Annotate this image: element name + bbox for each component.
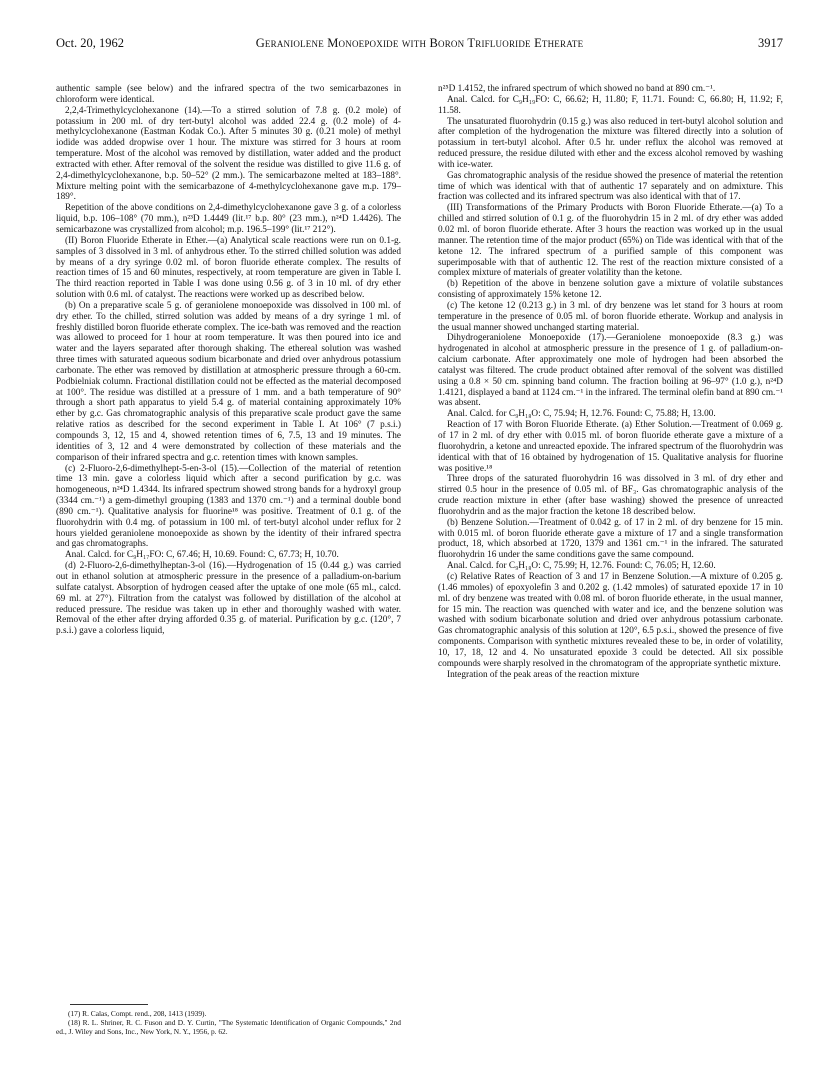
paragraph: The unsaturated fluorohydrin (0.15 g.) was also reduced in tert-butyl alcohol solution and after completion of the hydrogenation the mixture was filtered directly into a solution of potassium in tert-butyl alcohol. After 0.5 hr. under reflux the alcohol was removed at reduced pressure, the residue diluted with ether and the excess alcohol removed by washing with ice-water.	[438, 116, 783, 170]
paragraph: Reaction of 17 with Boron Fluoride Etherate. (a) Ether Solution.—Treatment of 0.069 g. of 17 in 2 ml. of dry ether with 0.015 ml. of boron fluoride etherate gave a mixture of a fluorohydrin, a ketone and unreacted epoxide. The infrared spectrum of the fluorohydrin was identical with that of 16 obtained by hydrogenation of 15. Qualitative analysis for fluorine was positive.¹⁸	[438, 420, 783, 474]
paragraph: (b) Benzene Solution.—Treatment of 0.042 g. of 17 in 2 ml. of dry benzene for 15 min. with 0.015 ml. of boron fluoride etherate gave a mixture of 17 and a single transformation product, 18, which absorbed at 1720, 1379 and 1361 cm.⁻¹ in the infrared. The saturated fluorohydrin 16 under the same conditions gave the same compound.	[438, 517, 783, 561]
running-header	[56, 36, 783, 54]
footnote-rule	[70, 1004, 148, 1005]
paragraph: Three drops of the saturated fluorohydrin 16 was dissolved in 3 ml. of dry ether and stirred 0.5 hour in the presence of 0.05 ml. of BF₃. Gas chromatographic analysis of the crude reaction mixture in ether (after base washing) showed the presence of unreacted fluorohydrin and as the major fraction the ketone 18 described below.	[438, 474, 783, 517]
paragraph: (b) On a preparative scale 5 g. of geraniolene monoepoxide was dissolved in 100 ml. of dry ether. To the chilled, stirred solution was added by means of a dry syringe 1 ml. of freshly distilled boron fluoride etherate complex. The ice-bath was removed and the reaction was allowed to proceed for 1 hour at room temperature. It was then poured into ice and water and the layers separated after thorough shaking. The ethereal solution was washed three times with saturated aqueous sodium bicarbonate and dried over anhydrous potassium carbonate. The ether was removed by distillation at atmospheric pressure through a 60-cm. Podbielniak column. Fractional distillation could not be effected as the material decomposed at 100°. The residue was distilled at a pressure of 1 mm. and a bath temperature of 90° through a short path apparatus to yield 5.4 g. of material containing approximately 10% ether by g.c. Gas chromatographic analysis of this preparative scale product gave the same relative ratios as described for the second experiment in Table I. At 106° (7 p.s.i.) compounds 3, 12, 15 and 4, showed retention times of 6, 7.5, 13 and 19 minutes. The identities of 3, 12 and 4 were demonstrated by collection of these materials and the comparison of their infrared spectra and g.c. retention times with known samples.	[56, 300, 401, 463]
paragraph: (III) Transformations of the Primary Products with Boron Fluoride Etherate.—(a) To a chilled and stirred solution of 0.1 g. of the fluorohydrin 15 in 2 ml. of dry ether was added 0.02 ml. of boron fluoride etherate. After 3 hours the reaction was worked up in the usual manner. The retention time of the major product (65%) on Tide was identical with that of the ketone 12. The infrared spectrum of a purified sample of this component was superimposable with that of authentic 12. The rest of the reaction mixture consisted of a complex mixture of materials of greater volatility than the ketone.	[438, 203, 783, 279]
paragraph: (b) Repetition of the above in benzene solution gave a mixture of volatile substances consisting of approximately 15% ketone 12.	[438, 279, 783, 301]
paragraph: (d) 2-Fluoro-2,6-dimethylheptan-3-ol (16).—Hydrogenation of 15 (0.44 g.) was carried out in ethanol solution at atmospheric pressure in the presence of a palladium-on-barium sulfate catalyst. Absorption of hydrogen ceased after the uptake of one mole (65 ml., calcd. 69 ml. at 27°). Filtration from the catalyst was followed by distillation of the alcohol at reduced pressure. The residue was taken up in ether and thoroughly washed with water. Removal of the ether after drying afforded 0.35 g. of material. Purification by g.c. (120°, 7 p.s.i.) gave a colorless liquid,	[56, 561, 401, 637]
paragraph: authentic sample (see below) and the infrared spectra of the two semicarbazones in chloroform were identical.	[56, 84, 401, 105]
paragraph: 2,2,4-Trimethylcyclohexanone (14).—To a stirred solution of 7.8 g. (0.2 mole) of potassium in 200 ml. of dry tert-butyl alcohol was added 22.4 g. (0.2 mole) of 4-methylcyclohexanone (Eastman Kodak Co.). After 5 minutes 30 g. (0.21 mole) of methyl iodide was added dropwise over 1 hour. The mixture was stirred for 3 hours at room temperature. Most of the alcohol was removed by distillation, water added and the product extracted with ether. After removal of the solvent the residue was distilled to give 11.6 g. of 2,4-dimethylcyclohexanone, b.p. 50–52° (2 mm.). The semicarbazone melted at 183–188°. Mixture melting point with the semicarbazone of 4-methylcyclohexanone gave m.p. 179–189°.	[56, 105, 401, 203]
footnotes	[56, 1004, 401, 1036]
paragraph: Gas chromatographic analysis of the residue showed the presence of material the retention time of which was identical with that of authentic 17 separately and on admixture. This fraction was collected and its infrared spectrum was also identical with that of 17.	[438, 170, 783, 203]
paragraph: Repetition of the above conditions on 2,4-dimethylcyclohexanone gave 3 g. of a colorless liquid, b.p. 106–108° (70 mm.), n²³D 1.4449 (lit.¹⁷ b.p. 80° (23 mm.), n²⁴D 1.4426). The semicarbazone was crystallized from alcohol; m.p. 196.5–199° (lit.¹⁷ 212°).	[56, 203, 401, 235]
footnote: (17) R. Calas, Compt. rend., 208, 1413 (1939).	[68, 1009, 207, 1018]
analysis-paragraph: Anal. Calcd. for C₉H₁₇FO: C, 67.46; H, 10.69. Found: C, 67.73; H, 10.70.	[65, 550, 339, 561]
left-column	[56, 84, 401, 637]
analysis-paragraph: Anal. Calcd. for C₉H₁₈O: C, 75.94; H, 12.76. Found: C, 75.88; H, 13.00.	[447, 409, 716, 420]
header-date: Oct. 20, 1962	[56, 36, 125, 50]
analysis-paragraph: Anal. Calcd. for C₉H₁₉FO: C, 66.62; H, 11.80; F, 11.71. Found: C, 66.80; H, 11.92; F, 11.58.	[438, 94, 783, 116]
paragraph: n²⁵D 1.4152, the infrared spectrum of which showed no band at 890 cm.⁻¹.	[438, 84, 716, 94]
paragraph: Dihydrogeraniolene Monoepoxide (17).—Geraniolene monoepoxide (8.3 g.) was hydrogenated in alcohol at atmospheric pressure in the presence of 1 g. of palladium-on-calcium carbonate. After approximately one mole of hydrogen had been absorbed the catalyst was filtered. The crude product obtained after removal of the solvent was distilled using a 0.8 × 50 cm. spinning band column. The fraction boiling at 96–97° (1.0 g.), n²⁴D 1.4121, displayed a band at 1124 cm.⁻¹ in the infrared. The terminal olefin band at 890 cm.⁻¹ was absent.	[438, 333, 783, 409]
right-column	[438, 84, 783, 680]
paragraph: (c) The ketone 12 (0.213 g.) in 3 ml. of dry benzene was let stand for 3 hours at room temperature in the presence of 0.05 ml. of boron fluoride etherate. Workup and analysis in the usual manner showed unchanged starting material.	[438, 300, 783, 333]
analysis-paragraph: Anal. Calcd. for C₉H₁₈O: C, 75.99; H, 12.76. Found: C, 76.05; H, 12.60.	[447, 561, 716, 572]
page-number: 3917	[758, 36, 783, 50]
paragraph: (c) 2-Fluoro-2,6-dimethylhept-5-en-3-ol (15).—Collection of the material of retention time 13 min. gave a colorless liquid which after a second purification by g.c. was homogeneous, n²⁴D 1.4344. Its infrared spectrum showed strong bands for a hydroxyl group (3344 cm.⁻¹) a gem-dimethyl grouping (1383 and 1370 cm.⁻¹) and a terminal double bond (890 cm.⁻¹). Qualitative analysis for fluorine¹⁸ was positive. Treatment of 0.1 g. of the fluorohydrin with 0.4 mg. of potassium in 100 ml. of tert-butyl alcohol under reflux for 2 hours yielded geraniolene monoepoxide as shown by the identity of their infrared spectra and gas chromatographs.	[56, 463, 401, 550]
header-title: Geraniolene Monoepoxide with Boron Trifluoride Etherate	[255, 36, 584, 50]
paragraph: Integration of the peak areas of the reaction mixture	[447, 669, 640, 680]
paragraph: (II) Boron Fluoride Etherate in Ether.—(a) Analytical scale reactions were run on 0.1-g. samples of 3 dissolved in 3 ml. of anhydrous ether. To the stirred chilled solution was added by means of a dry syringe 0.02 ml. of boron fluoride etherate complex. The results of reaction times of 15 and 60 minutes, respectively, at room temperature are given in Table I. The third reaction reported in Table I was done using 0.56 g. of 3 in 10 ml. of dry ether solution with 0.6 ml. of catalyst. The reactions were worked up as described below.	[56, 235, 401, 301]
footnote: (18) R. L. Shriner, R. C. Fuson and D. Y. Curtin, "The Systematic Identification of Organic Compounds," 2nd ed., J. Wiley and Sons, Inc., New York, N. Y., 1956, p. 62.	[56, 1018, 401, 1036]
paragraph: (c) Relative Rates of Reaction of 3 and 17 in Benzene Solution.—A mixture of 0.205 g. (1.46 mmoles) of epoxyolefin 3 and 0.202 g. (1.42 mmoles) of saturated epoxide 17 in 10 ml. of dry benzene was treated with 0.08 ml. of boron fluoride etherate, in the usual manner, for 15 min. The reaction was quenched with water and ice, and the benzene solution was washed with sodium bicarbonate solution and dried over anhydrous potassium carbonate. Gas chromatographic analysis of this solution at 120°, 6.5 p.s.i., showed the presence of five components. Comparison with synthetic mixtures revealed these to be, in order of volatility, 10, 17, 18, 12 and 4. No unsaturated epoxide 3 could be detected. All six possible compounds were sharply resolved in the chromatogram of the appropriate synthetic mixture.	[438, 571, 783, 669]
